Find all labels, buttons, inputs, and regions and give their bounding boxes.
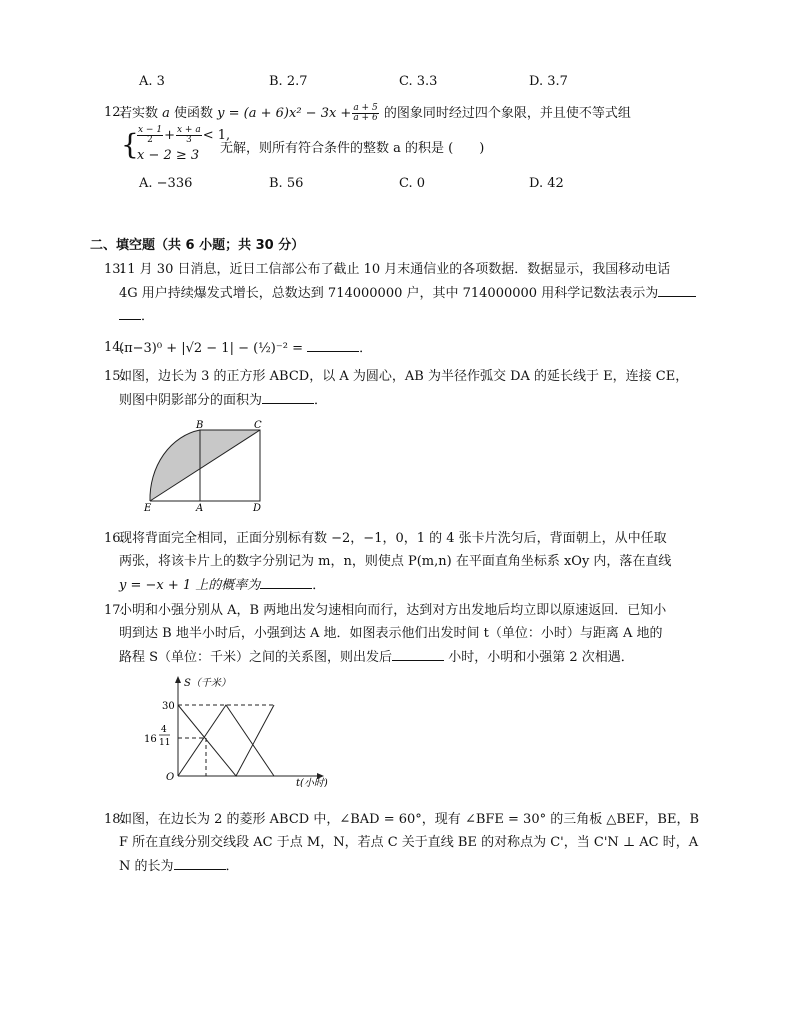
- q12-option-b: B. 56: [269, 176, 304, 191]
- q13-number: 13.: [104, 262, 125, 277]
- q16-answer-blank[interactable]: [260, 576, 312, 589]
- q17-xiaoqiang-path: [178, 705, 274, 776]
- q12-number: 12.: [104, 105, 125, 120]
- q17-frac-den: 11: [159, 738, 171, 748]
- q14-number: 14.: [104, 340, 125, 355]
- q15-label-b: B: [196, 420, 204, 431]
- q14-end: ．: [359, 341, 373, 356]
- q15-end: ．: [314, 393, 328, 408]
- q17-number: 17.: [104, 603, 125, 618]
- q12-sys-frac1: [137, 126, 163, 145]
- q12-sys-frac2: [176, 126, 202, 145]
- q12-options: [139, 176, 659, 191]
- q15-label-e: E: [144, 503, 152, 512]
- q16-line3-text: y = −x + 1 上的概率为: [119, 578, 261, 593]
- q12-system-row2: x − 2 ≥ 3: [137, 148, 200, 163]
- q18-line3-text: N 的长为: [119, 859, 174, 874]
- q12-sys-frac1-den: 2: [147, 135, 153, 145]
- q12-system-brace: {: [121, 128, 139, 161]
- q12-option-a: A. −336: [139, 176, 193, 191]
- q18-line2: F 所在直线分别交线段 AC 于点 M，N，若点 C 关于直线 BE 的对称点为 C'，当 C'N ⊥ AC 时，A: [119, 835, 699, 850]
- q17-tick-30: 30: [162, 701, 175, 712]
- q18-answer-blank[interactable]: [174, 857, 226, 870]
- q13-line2-text: 4G 用户持续爆发式增长，总数达到 714000000 户，其中 714000000 用科学记数法表示为: [119, 286, 659, 301]
- q15-label-a: A: [196, 503, 204, 512]
- q14-expression: (π−3)⁰ + |√2 − 1| − (½)⁻² =: [119, 341, 303, 356]
- q16-line1: 现将背面完全相同，正面分别标有数 −2，−1，0，1 的 4 张卡片洗匀后，背面朝上，从中任取: [119, 531, 667, 546]
- q15-line1: 如图，边长为 3 的正方形 ABCD，以 A 为圆心，AB 为半径作弧交 DA 的延长线于 E，连接 CE，: [119, 369, 689, 384]
- q17-tick-16: 16: [144, 734, 157, 745]
- q11-options: [139, 74, 659, 89]
- q16-number: 16.: [104, 531, 125, 546]
- q16-line3: [119, 576, 325, 595]
- q17-frac-num: 4: [161, 725, 167, 735]
- q17-x-label: t(小时): [296, 778, 328, 787]
- q12-system-row1: [136, 126, 230, 145]
- q12-sys-plus: +: [164, 128, 175, 143]
- q12-frac-den: a + 6: [353, 113, 378, 123]
- q12-option-d: D. 42: [529, 176, 564, 191]
- q18-line3: [119, 857, 239, 876]
- q17-answer-blank[interactable]: [392, 648, 444, 661]
- q12-function: y = (a + 6)x² − 3x +: [217, 106, 352, 121]
- q11-option-d: D. 3.7: [529, 74, 568, 89]
- q17-line2: 明到达 B 地半小时后，小强到达 A 地．如图表示他们出发时间 t（单位：小时）与距离 A 地的: [119, 626, 663, 641]
- q12-sys-frac2-den: 3: [185, 135, 192, 145]
- q15-answer-blank[interactable]: [262, 391, 314, 404]
- q16-end: ．: [312, 578, 326, 593]
- q13-line3: [119, 307, 154, 326]
- q18-line1: 如图，在边长为 2 的菱形 ABCD 中，∠BAD = 60°，现有 ∠BFE = 30° 的三角板 △BEF，BE，B: [119, 812, 700, 827]
- q12-line1-pre: 若实数: [119, 106, 163, 121]
- q13-end: ．: [141, 309, 155, 324]
- q18-end: ．: [225, 859, 239, 874]
- q11-option-c: C. 3.3: [399, 74, 438, 89]
- q12-sys-frac2-num: x + a: [176, 125, 201, 135]
- q12-frac-num: a + 5: [353, 103, 378, 113]
- q12-sys-row1-post: < 1,: [202, 128, 231, 143]
- q17-origin: O: [166, 772, 175, 783]
- q15-label-d: D: [253, 503, 262, 512]
- q15-label-c: C: [254, 420, 262, 431]
- q13-answer-blank-cont[interactable]: [119, 307, 141, 320]
- q12-fraction: [352, 104, 378, 123]
- section-title: 二、填空题（共 6 小题；共 30 分）: [90, 238, 305, 253]
- q15-number: 15.: [104, 369, 125, 384]
- q12-option-c: C. 0: [399, 176, 426, 191]
- q12-line2-post: 无解，则所有符合条件的整数 a 的积是 ( ): [220, 141, 485, 156]
- q17-xiaoming-path: [178, 705, 274, 776]
- q11-option-a: A. 3: [139, 74, 165, 89]
- q17-line3: [119, 648, 634, 667]
- q17-figure: [140, 672, 340, 787]
- q12-line1-post: 的图象同时经过四个象限，并且使不等式组: [379, 106, 631, 121]
- q12-sys-frac1-num: x − 1: [138, 125, 163, 135]
- q13-answer-blank[interactable]: [658, 284, 696, 297]
- q17-line1: 小明和小强分别从 A，B 两地出发匀速相向而行，达到对方出发地后均立即以原速返回．已知小: [119, 603, 667, 618]
- q17-line3-pre: 路程 S（单位：千米）之间的关系图，则出发后: [119, 650, 393, 665]
- q13-line1: 11 月 30 日消息，近日工信部公布了截止 10 月末通信业的各项数据．数据显示，我国移动电话: [119, 262, 671, 277]
- q15-figure: [140, 420, 270, 512]
- q11-option-b: B. 2.7: [269, 74, 308, 89]
- q17-line3-post: 小时，小明和小强第 2 次相遇．: [448, 650, 634, 665]
- q18-number: 18.: [104, 812, 125, 827]
- q17-y-arrow: [175, 676, 181, 683]
- q12-line1: [119, 104, 631, 123]
- q14-line: [119, 339, 372, 358]
- q16-line2: 两张，将该卡片上的数字分别记为 m，n，则使点 P(m,n) 在平面直角坐标系 xOy 内，落在直线: [119, 554, 672, 569]
- q12-line1-mid: 使函数: [169, 106, 218, 121]
- q12-var-a: a: [162, 106, 170, 121]
- q17-y-label: S（千米）: [184, 678, 231, 689]
- q13-line2: [119, 284, 696, 303]
- q15-line2-text: 则图中阴影部分的面积为: [119, 393, 263, 408]
- q15-line2: [119, 391, 327, 410]
- q14-answer-blank[interactable]: [307, 339, 359, 352]
